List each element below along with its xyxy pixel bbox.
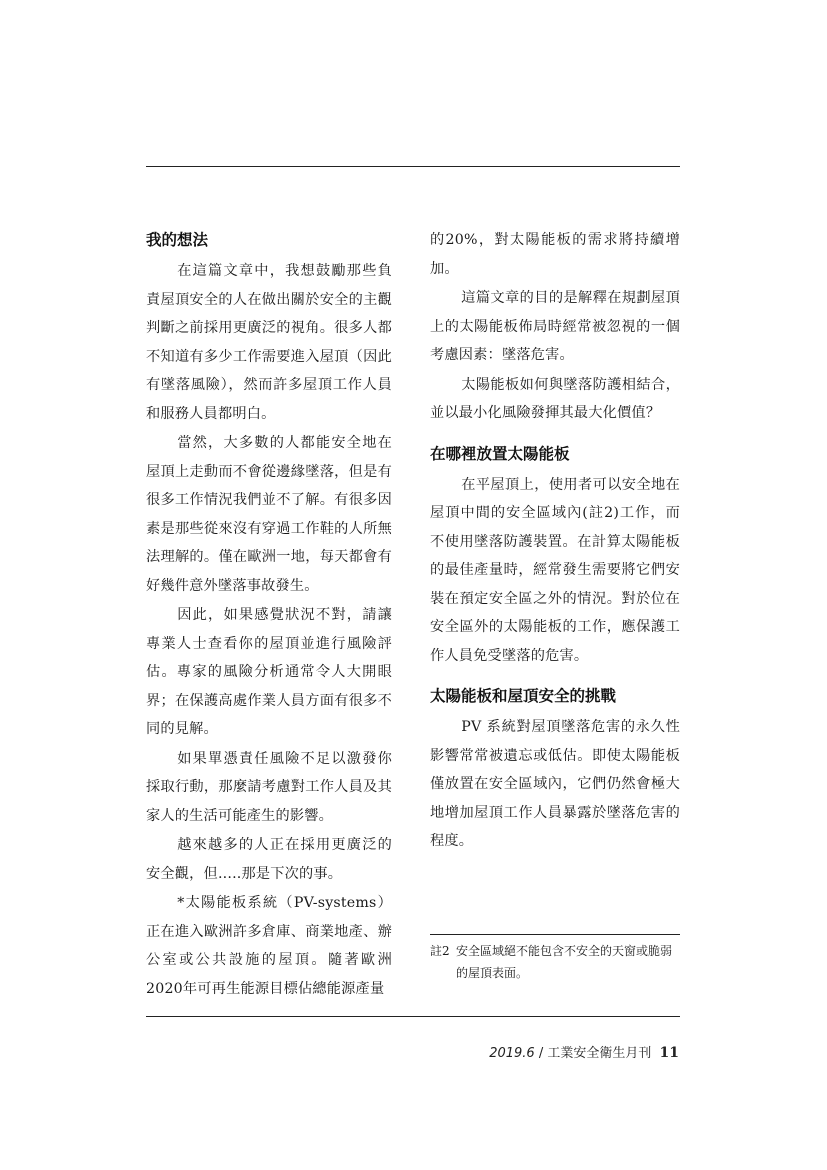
paragraph: 在平屋頂上，使用者可以安全地在屋頂中間的安全區域內(註2)工作，而不使用墜落防護裝置。在計算太陽能板的最佳產量時，經常發生需要將它們安裝在預定安全區之外的情況。對於位在安全區外的太陽能板的工作，應保護工作人員免受墜落的危害。 — [430, 476, 680, 664]
footnote-text: 安全區域絕不能包含不安全的天窗或脆弱的屋頂表面。 — [456, 944, 673, 980]
footnote-rule — [430, 934, 680, 935]
journal-name: 工業安全衛生月刊 — [547, 1046, 652, 1061]
paragraph: 當然，大多數的人都能安全地在屋頂上走動而不會從邊緣墜落，但是有很多工作情況我們並不了解。有很多因素是那些從來沒有穿過工作鞋的人所無法理解的。僅在歐洲一地，每天都會有好幾件意外墜落事故發生。 — [146, 435, 392, 594]
footer-separator: / — [538, 1046, 544, 1061]
right-column — [430, 226, 680, 857]
page-number: 11 — [659, 1045, 679, 1061]
paragraph: 越來越多的人正在採用更廣泛的安全觀，但.....那是下次的事。 — [146, 837, 392, 882]
paragraph: *太陽能板系統（PV-systems）正在進入歐洲許多倉庫、商業地產、辦公室或公共設施的屋頂。隨著歐洲2020年可再生能源目標佔總能源產量 — [146, 895, 392, 997]
header-rule — [146, 166, 680, 167]
paragraph: 因此，如果感覺狀況不對，請讓專業人士查看你的屋頂並進行風險評估。專家的風險分析通常令人大開眼界；在保護高處作業人員方面有很多不同的見解。 — [146, 607, 392, 737]
page-footer — [489, 1042, 679, 1061]
paragraph-continued: 的20%，對太陽能板的需求將持續增加。 — [430, 232, 680, 277]
paragraph: 在這篇文章中，我想鼓勵那些負責屋頂安全的人在做出關於安全的主觀判斷之前採用更廣泛的視角。很多人都不知道有多少工作需要進入屋頂（因此有墜落風險），然而許多屋頂工作人員和服務人員都明白。 — [146, 263, 392, 422]
section-heading-placement: 在哪裡放置太陽能板 — [430, 444, 570, 463]
section-heading-challenges: 太陽能板和屋頂安全的挑戰 — [430, 687, 617, 705]
section-heading-my-thoughts: 我的想法 — [146, 231, 209, 249]
paragraph: 這篇文章的目的是解釋在規劃屋頂上的太陽能板佈局時經常被忽視的一個考慮因素：墜落危害。 — [430, 290, 680, 363]
left-column — [146, 226, 392, 1004]
paragraph: 如果單憑責任風險不足以激發你採取行動，那麼請考慮對工作人員及其家人的生活可能產生的影響。 — [146, 750, 392, 824]
footnote — [430, 940, 680, 984]
paragraph: 太陽能板如何與墜落防護相結合，並以最小化風險發揮其最大化價值？ — [430, 376, 680, 421]
paragraph: PV 系統對屋頂墜落危害的永久性影響常常被遺忘或低估。即使太陽能板僅放置在安全區域內，它們仍然會極大地增加屋頂工作人員暴露於墜落危害的程度。 — [430, 719, 680, 849]
footer-rule — [146, 1016, 680, 1017]
issue-date: 2019.6 — [489, 1046, 535, 1061]
footnote-mark: 註2 — [430, 944, 450, 958]
